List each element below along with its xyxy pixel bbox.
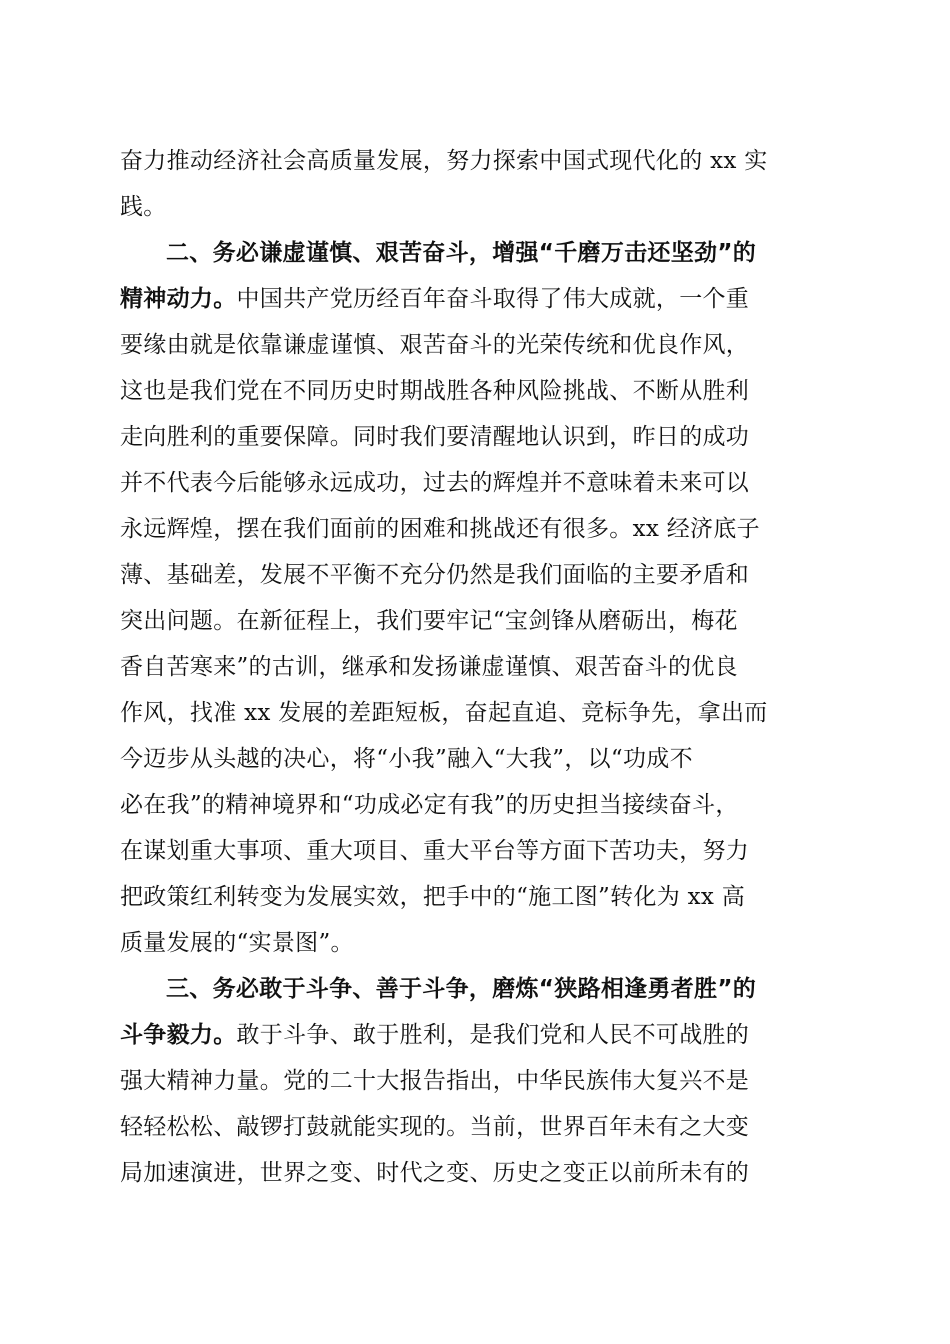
section-3-text: 敢于斗争、敢于胜利，是我们党和人民不可战胜的: [236, 1022, 750, 1048]
section-2-line-1: [120, 284, 749, 314]
section-3-line-2: 强大精神力量。党的二十大报告指出，中华民族伟大复兴不是: [120, 1068, 750, 1094]
paragraph-1-line-2: 践。: [120, 194, 167, 220]
section-2-line-11: 今迈步从头越的决心，将“小我”融入“大我”，以“功成不: [120, 746, 693, 772]
section-2-line-13: 在谋划重大事项、重大项目、重大平台等方面下苦功夫，努力: [120, 838, 750, 864]
section-2-line-12: 必在我”的精神境界和“功成必定有我”的历史担当接续奋斗，: [120, 792, 739, 818]
section-3-line-4: 局加速演进，世界之变、时代之变、历史之变正以前所未有的: [120, 1160, 750, 1186]
section-2-line-7: 薄、基础差，发展不平衡不充分仍然是我们面临的主要矛盾和: [120, 562, 750, 588]
paragraph-1-line-1: 奋力推动经济社会高质量发展，努力探索中国式现代化的 xx 实: [120, 148, 768, 174]
section-3-line-3: 轻轻松松、敲锣打鼓就能实现的。当前，世界百年未有之大变: [120, 1114, 750, 1140]
section-3-heading: 三、务必敢于斗争、善于斗争，磨炼“狭路相逢勇者胜”的: [166, 976, 757, 1002]
section-2-line-3: 这也是我们党在不同历史时期战胜各种风险挑战、不断从胜利: [120, 378, 750, 404]
section-2-line-2: 要缘由就是依靠谦虚谨慎、艰苦奋斗的光荣传统和优良作风，: [120, 332, 750, 358]
section-2-line-9: 香自苦寒来”的古训，继承和发扬谦虚谨慎、艰苦奋斗的优良: [120, 654, 738, 680]
section-2-line-15: 质量发展的“实景图”。: [120, 930, 354, 956]
section-2-line-6: 永远辉煌，摆在我们面前的困难和挑战还有很多。xx 经济底子: [120, 516, 760, 542]
section-2-text: 中国共产党历经百年奋斗取得了伟大成就，一个重: [236, 286, 750, 312]
section-2-heading: 二、务必谦虚谨慎、艰苦奋斗，增强“千磨万击还坚劲”的: [166, 240, 757, 266]
section-2-line-8: 突出问题。在新征程上，我们要牢记“宝剑锋从磨砺出，梅花: [120, 608, 738, 634]
section-2-line-10: 作风，找准 xx 发展的差距短板，奋起直追、竞标争先，拿出而: [120, 700, 768, 726]
section-2-line-14: 把政策红利转变为发展实效，把手中的“施工图”转化为 xx 高: [120, 884, 746, 910]
section-2-line-4: 走向胜利的重要保障。同时我们要清醒地认识到，昨日的成功: [120, 424, 750, 450]
section-2-line-5: 并不代表今后能够永远成功，过去的辉煌并不意味着未来可以: [120, 470, 750, 496]
section-3-line-1: [120, 1020, 749, 1050]
section-2-heading-continuation: 精神动力。: [120, 286, 237, 312]
section-3-heading-continuation: 斗争毅力。: [120, 1022, 237, 1048]
